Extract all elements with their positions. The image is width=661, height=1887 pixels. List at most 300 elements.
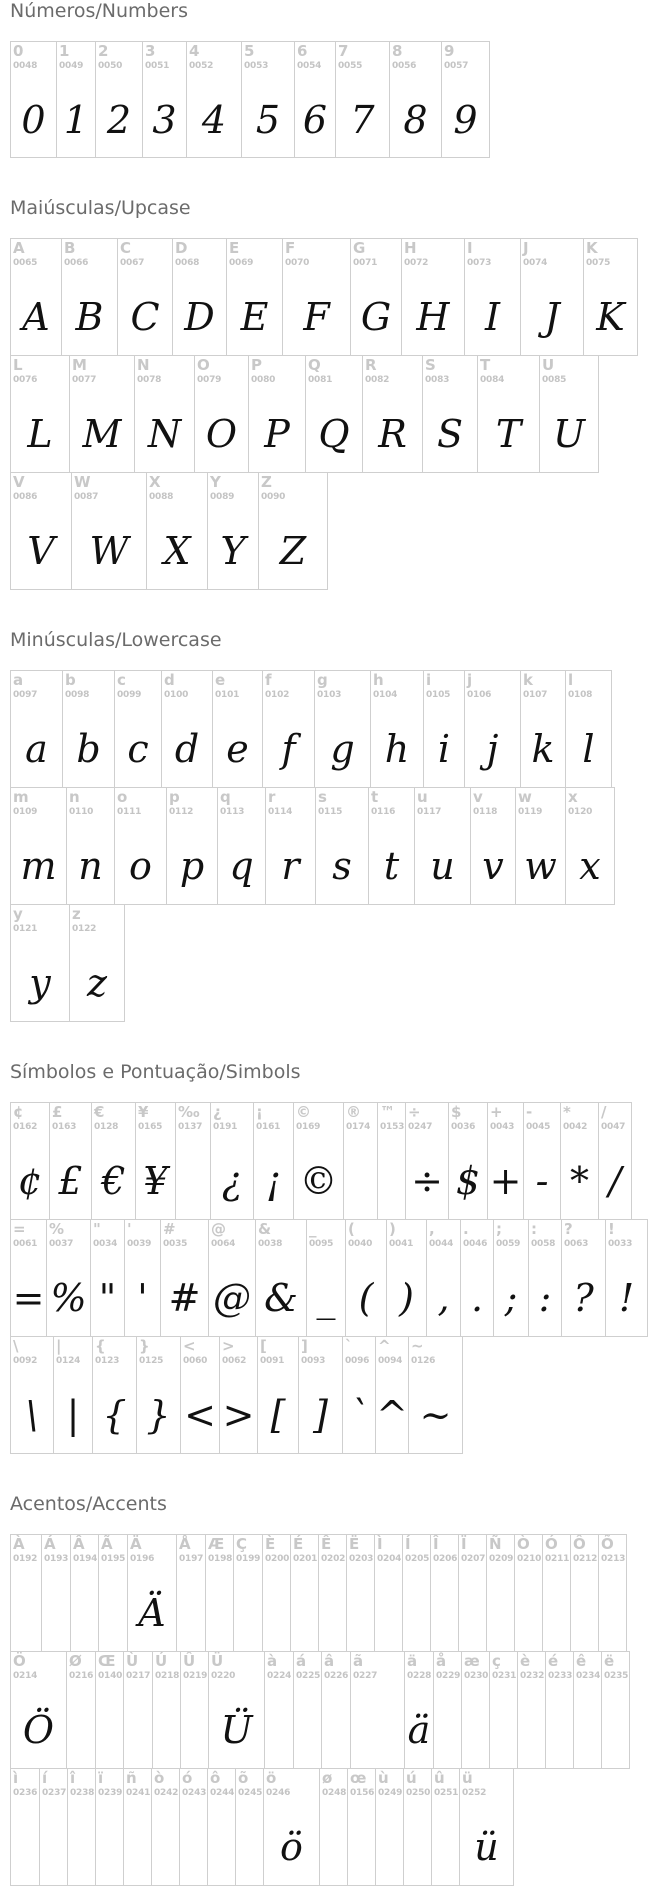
glyph-code-label: 0088	[149, 492, 174, 502]
glyph-sample	[181, 1698, 208, 1762]
glyph-code-label: 0038	[258, 1239, 283, 1249]
glyph-cell-0162	[10, 1102, 50, 1220]
glyph-row	[10, 1651, 629, 1769]
glyph-cell-0074	[520, 238, 584, 356]
glyph-character-label: .	[463, 1220, 469, 1238]
glyph-sample	[40, 1815, 67, 1879]
glyph-cell-0115	[315, 787, 369, 905]
glyph-code-label: 0072	[404, 258, 429, 268]
glyph-sample	[291, 1581, 318, 1645]
glyph-code-label: 0111	[117, 807, 142, 817]
glyph-character-label: ï	[98, 1769, 104, 1787]
glyph-character-label: æ	[464, 1652, 480, 1670]
glyph-character-label: u	[417, 788, 428, 806]
glyph-sample	[376, 1815, 403, 1879]
glyph-code-label: 0244	[210, 1788, 235, 1798]
glyph-cell-0153	[377, 1102, 406, 1220]
glyph-cell-0247	[405, 1102, 449, 1220]
glyph-character-label: U	[542, 356, 555, 374]
glyph-sample: o	[129, 844, 152, 888]
glyph-cell-0078	[134, 355, 195, 473]
glyph-code-label: 0070	[285, 258, 310, 268]
glyph-code-label: 0162	[13, 1122, 38, 1132]
glyph-row	[10, 1768, 513, 1886]
section-title-acentos-accents: Acentos/Accents	[10, 1493, 167, 1515]
glyph-character-label: ~	[411, 1337, 424, 1355]
glyph-sample	[599, 1581, 626, 1645]
glyph-sample	[96, 1698, 123, 1762]
glyph-cell-0034	[90, 1219, 125, 1337]
glyph-character-label: =	[13, 1220, 26, 1238]
glyph-character-label: y	[13, 905, 23, 923]
glyph-character-label: "	[93, 1220, 101, 1238]
glyph-sample: "	[98, 1276, 117, 1320]
glyph-sample: W	[89, 529, 129, 573]
glyph-cell-0108	[565, 670, 612, 788]
glyph-character-label: L	[13, 356, 23, 374]
glyph-character-label: Œ	[98, 1652, 116, 1670]
glyph-sample: $	[455, 1159, 481, 1203]
glyph-character-label: t	[371, 788, 379, 806]
glyph-sample: Q	[318, 412, 350, 456]
glyph-cell-0085	[539, 355, 599, 473]
glyph-code-label: 0053	[244, 61, 269, 71]
glyph-code-label: 0193	[44, 1554, 69, 1564]
glyph-code-label: 0121	[13, 924, 38, 934]
glyph-sample: ö	[280, 1825, 303, 1869]
glyph-sample: %	[50, 1276, 87, 1320]
glyph-sample	[462, 1698, 489, 1762]
glyph-sample: V	[27, 529, 55, 573]
glyph-character-label: Ë	[349, 1535, 360, 1553]
glyph-code-label: 0109	[13, 807, 38, 817]
glyph-character-label: 5	[244, 42, 255, 60]
glyph-code-label: 0213	[601, 1554, 626, 1564]
glyph-character-label: |	[56, 1337, 62, 1355]
glyph-code-label: 0251	[434, 1788, 459, 1798]
glyph-code-label: 0247	[408, 1122, 433, 1132]
glyph-sample: x	[579, 844, 601, 888]
glyph-character-label: j	[467, 671, 473, 689]
glyph-cell-0243	[179, 1768, 208, 1886]
glyph-cell-0198	[205, 1534, 234, 1652]
glyph-cell-0039	[124, 1219, 161, 1337]
glyph-code-label: 0046	[463, 1239, 488, 1249]
glyph-row	[10, 472, 327, 590]
glyph-cell-0226	[321, 1651, 351, 1769]
glyph-character-label: D	[175, 239, 188, 257]
glyph-character-label: d	[164, 671, 175, 689]
glyph-sample	[208, 1815, 235, 1879]
glyph-cell-0047	[598, 1102, 632, 1220]
glyph-code-label: 0248	[322, 1788, 347, 1798]
glyph-code-label: 0120	[568, 807, 593, 817]
glyph-sample: !	[618, 1276, 635, 1320]
glyph-character-label: )	[389, 1220, 396, 1238]
glyph-code-label: 0198	[208, 1554, 233, 1564]
glyph-character-label: e	[215, 671, 226, 689]
glyph-character-label: a	[13, 671, 24, 689]
glyph-sample: D	[184, 295, 215, 339]
glyph-cell-0203	[346, 1534, 375, 1652]
glyph-sample: L	[27, 412, 53, 456]
glyph-code-label: 0083	[425, 375, 450, 385]
glyph-sample: ¢	[17, 1159, 43, 1203]
glyph-code-label: 0100	[164, 690, 189, 700]
glyph-cell-0117	[414, 787, 471, 905]
glyph-cell-0246	[263, 1768, 320, 1886]
glyph-code-label: 0058	[531, 1239, 556, 1249]
glyph-character-label: k	[523, 671, 533, 689]
glyph-code-label: 0098	[65, 690, 90, 700]
glyph-sample: 8	[403, 97, 428, 142]
glyph-sample: y	[29, 961, 51, 1005]
glyph-code-label: 0219	[183, 1671, 208, 1681]
glyph-cell-0121	[10, 904, 70, 1022]
glyph-code-label: 0097	[13, 690, 38, 700]
glyph-row	[10, 1219, 647, 1337]
glyph-cell-0058	[528, 1219, 562, 1337]
glyph-sample: ä	[407, 1708, 431, 1752]
glyph-code-label: 0105	[426, 690, 451, 700]
glyph-sample: J	[544, 295, 560, 339]
glyph-sample	[96, 1815, 123, 1879]
glyph-code-label: 0102	[265, 690, 290, 700]
glyph-sample: |	[66, 1393, 80, 1437]
glyph-cell-0211	[542, 1534, 571, 1652]
glyph-cell-0140	[95, 1651, 124, 1769]
glyph-character-label: Æ	[208, 1535, 225, 1553]
glyph-cell-0033	[605, 1219, 648, 1337]
glyph-character-label: b	[65, 671, 76, 689]
glyph-cell-0235	[601, 1651, 630, 1769]
glyph-cell-0104	[370, 670, 424, 788]
glyph-code-label: 0103	[317, 690, 342, 700]
glyph-cell-0248	[319, 1768, 348, 1886]
glyph-code-label: 0197	[179, 1554, 204, 1564]
glyph-sample: >	[222, 1393, 255, 1437]
glyph-character-label: É	[293, 1535, 304, 1553]
glyph-sample: ü	[474, 1825, 499, 1869]
glyph-cell-0174	[343, 1102, 378, 1220]
glyph-sample: P	[264, 412, 290, 456]
glyph-cell-0119	[515, 787, 566, 905]
section-title-n-meros-numbers: Números/Numbers	[10, 0, 188, 22]
glyph-sample: u	[430, 844, 455, 888]
glyph-character-label: *	[563, 1103, 571, 1121]
glyph-sample: A	[22, 295, 50, 339]
glyph-cell-0056	[389, 41, 442, 158]
glyph-cell-0118	[470, 787, 516, 905]
glyph-character-label: ë	[604, 1652, 615, 1670]
glyph-code-label: 0110	[69, 807, 94, 817]
glyph-sample	[375, 1581, 402, 1645]
glyph-code-label: 0229	[436, 1671, 461, 1681]
glyph-code-label: 0163	[52, 1122, 77, 1132]
glyph-row	[10, 904, 124, 1022]
glyph-cell-0217	[123, 1651, 153, 1769]
glyph-character-label: ]	[301, 1337, 308, 1355]
glyph-sample: :	[538, 1276, 552, 1320]
glyph-sample: (	[358, 1276, 374, 1320]
glyph-sample: m	[20, 844, 57, 888]
glyph-character-label: Ñ	[489, 1535, 502, 1553]
glyph-sample: ÷	[411, 1159, 443, 1203]
glyph-cell-0093	[298, 1336, 343, 1454]
glyph-character-label: ,	[429, 1220, 435, 1238]
glyph-code-label: 0095	[309, 1239, 334, 1249]
glyph-character-label: ô	[210, 1769, 221, 1787]
glyph-cell-0060	[180, 1336, 220, 1454]
glyph-sample	[320, 1815, 347, 1879]
glyph-code-label: 0071	[353, 258, 378, 268]
glyph-cell-0050	[95, 41, 143, 158]
glyph-sample: #	[168, 1276, 201, 1320]
glyph-character-label: h	[373, 671, 384, 689]
glyph-sample	[344, 1149, 377, 1213]
glyph-code-label: 0239	[98, 1788, 123, 1798]
glyph-cell-0076	[10, 355, 70, 473]
glyph-cell-0207	[458, 1534, 487, 1652]
glyph-sample: f	[281, 727, 296, 771]
glyph-character-label: S	[425, 356, 436, 374]
glyph-character-label: Q	[308, 356, 321, 374]
glyph-code-label: 0203	[349, 1554, 374, 1564]
glyph-sample	[574, 1698, 601, 1762]
glyph-cell-0090	[258, 472, 328, 590]
section-title-s-mbolos-e-pontua-o-simbols: Símbolos e Pontuação/Simbols	[10, 1061, 301, 1083]
glyph-cell-0035	[160, 1219, 209, 1337]
glyph-character-label: (	[348, 1220, 355, 1238]
glyph-sample: d	[174, 727, 200, 771]
glyph-sample	[234, 1581, 262, 1645]
glyph-code-label: 0099	[117, 690, 142, 700]
glyph-sample	[518, 1698, 545, 1762]
glyph-code-label: 0073	[467, 258, 492, 268]
glyph-sample: F	[303, 295, 330, 339]
glyph-sample	[177, 1581, 205, 1645]
glyph-character-label: 6	[297, 42, 308, 60]
glyph-sample: /	[608, 1159, 622, 1203]
glyph-cell-0106	[464, 670, 521, 788]
glyph-sample	[432, 1815, 459, 1879]
glyph-cell-0055	[335, 41, 390, 158]
section-title-mai-sculas-upcase: Maiúsculas/Upcase	[10, 197, 191, 219]
glyph-code-label: 0199	[236, 1554, 261, 1564]
glyph-character-label: \	[13, 1337, 19, 1355]
glyph-sample	[434, 1698, 461, 1762]
glyph-cell-0241	[123, 1768, 152, 1886]
glyph-code-label: 0115	[318, 807, 343, 817]
glyph-code-label: 0067	[120, 258, 145, 268]
glyph-sample: ¿	[221, 1159, 243, 1203]
glyph-code-label: 0049	[59, 61, 84, 71]
glyph-sample	[11, 1581, 41, 1645]
glyph-sample: )	[399, 1276, 414, 1320]
glyph-cell-0230	[461, 1651, 490, 1769]
glyph-code-label: 0119	[518, 807, 543, 817]
glyph-character-label: ‰	[178, 1103, 200, 1121]
glyph-sample: Z	[279, 529, 307, 573]
glyph-sample: n	[78, 844, 103, 888]
glyph-code-label: 0236	[13, 1788, 38, 1798]
glyph-character-label: ¢	[13, 1103, 24, 1121]
glyph-sample	[265, 1698, 293, 1762]
glyph-code-label: 0104	[373, 690, 398, 700]
glyph-sample	[180, 1815, 207, 1879]
glyph-sample: T	[495, 412, 522, 456]
glyph-sample: S	[436, 412, 464, 456]
glyph-sample	[294, 1698, 321, 1762]
glyph-code-label: 0075	[586, 258, 611, 268]
glyph-code-label: 0200	[265, 1554, 290, 1564]
glyph-code-label: 0246	[266, 1788, 291, 1798]
glyph-row	[10, 355, 598, 473]
glyph-cell-0126	[408, 1336, 463, 1454]
glyph-sample: @	[213, 1276, 251, 1320]
glyph-cell-0059	[493, 1219, 529, 1337]
glyph-sample: e	[226, 727, 249, 771]
glyph-sample: 9	[453, 97, 478, 142]
glyph-character-label: E	[229, 239, 240, 257]
glyph-sample: q	[229, 844, 254, 888]
glyph-character-label: /	[601, 1103, 607, 1121]
glyph-sample: _	[316, 1276, 336, 1320]
glyph-character-label: !	[608, 1220, 615, 1238]
glyph-code-label: 0212	[573, 1554, 598, 1564]
glyph-cell-0092	[10, 1336, 54, 1454]
glyph-cell-0086	[10, 472, 72, 590]
glyph-code-label: 0108	[568, 690, 593, 700]
glyph-cell-0109	[10, 787, 67, 905]
glyph-cell-0137	[175, 1102, 211, 1220]
glyph-sample: *	[570, 1159, 589, 1203]
glyph-character-label: Õ	[601, 1535, 614, 1553]
glyph-character-label: +	[490, 1103, 503, 1121]
glyph-character-label: <	[183, 1337, 196, 1355]
glyph-cell-0242	[151, 1768, 180, 1886]
glyph-code-label: 0153	[380, 1122, 405, 1132]
glyph-character-label: I	[467, 239, 473, 257]
glyph-cell-0080	[248, 355, 306, 473]
glyph-character-label: ™	[380, 1103, 395, 1121]
glyph-character-label: í	[42, 1769, 48, 1787]
glyph-character-label: 2	[98, 42, 109, 60]
glyph-character-label: W	[74, 473, 91, 491]
glyph-code-label: 0090	[261, 492, 286, 502]
glyph-code-label: 0124	[56, 1356, 81, 1366]
glyph-code-label: 0050	[98, 61, 123, 71]
glyph-cell-0052	[186, 41, 242, 158]
glyph-cell-0216	[66, 1651, 96, 1769]
glyph-cell-0193	[41, 1534, 71, 1652]
glyph-sample: -	[535, 1159, 549, 1203]
glyph-cell-0232	[517, 1651, 546, 1769]
glyph-code-label: 0126	[411, 1356, 436, 1366]
glyph-code-label: 0057	[444, 61, 469, 71]
glyph-sample	[546, 1698, 573, 1762]
glyph-character-label: [	[260, 1337, 267, 1355]
glyph-sample: C	[130, 295, 160, 339]
glyph-code-label: 0068	[175, 258, 200, 268]
glyph-code-label: 0161	[256, 1122, 281, 1132]
glyph-code-label: 0092	[13, 1356, 38, 1366]
glyph-character-label: $	[451, 1103, 462, 1121]
glyph-code-label: 0035	[163, 1239, 188, 1249]
glyph-cell-0096	[342, 1336, 376, 1454]
glyph-character-label: #	[163, 1220, 176, 1238]
glyph-sample	[347, 1581, 374, 1645]
glyph-code-label: 0034	[93, 1239, 118, 1249]
glyph-cell-0091	[257, 1336, 299, 1454]
glyph-sample	[515, 1581, 542, 1645]
glyph-code-label: 0226	[324, 1671, 349, 1681]
glyph-sample: c	[127, 727, 149, 771]
glyph-cell-0068	[172, 238, 227, 356]
glyph-code-label: 0211	[545, 1554, 570, 1564]
glyph-cell-0128	[91, 1102, 136, 1220]
glyph-character-label: :	[531, 1220, 537, 1238]
glyph-sample	[206, 1581, 233, 1645]
glyph-character-label: ®	[346, 1103, 361, 1121]
glyph-code-label: 0195	[101, 1554, 126, 1564]
glyph-character-label: p	[169, 788, 180, 806]
glyph-character-label: P	[251, 356, 262, 374]
glyph-cell-0082	[362, 355, 423, 473]
glyph-character-label: ÷	[408, 1103, 421, 1121]
glyph-character-label: _	[309, 1220, 317, 1238]
glyph-character-label: Í	[405, 1535, 411, 1553]
glyph-character-label: Ô	[573, 1535, 586, 1553]
glyph-cell-0077	[69, 355, 135, 473]
glyph-code-label: 0076	[13, 375, 38, 385]
glyph-sample: w	[524, 844, 557, 888]
glyph-character-label: œ	[350, 1769, 367, 1787]
glyph-code-label: 0217	[126, 1671, 151, 1681]
glyph-sample	[263, 1581, 290, 1645]
glyph-cell-0205	[402, 1534, 431, 1652]
glyph-code-label: 0112	[169, 807, 194, 817]
glyph-code-label: 0085	[542, 375, 567, 385]
glyph-character-label: T	[480, 356, 491, 374]
glyph-sample: 5	[255, 97, 281, 142]
glyph-code-label: 0044	[429, 1239, 454, 1249]
glyph-sample: E	[240, 295, 269, 339]
glyph-row	[10, 1336, 462, 1454]
glyph-code-label: 0122	[72, 924, 97, 934]
glyph-code-label: 0156	[350, 1788, 375, 1798]
glyph-character-label: ü	[462, 1769, 473, 1787]
glyph-code-label: 0218	[155, 1671, 180, 1681]
glyph-cell-0169	[293, 1102, 344, 1220]
glyph-cell-0116	[368, 787, 415, 905]
glyph-cell-0206	[430, 1534, 459, 1652]
glyph-cell-0201	[290, 1534, 319, 1652]
glyph-character-label: C	[120, 239, 132, 257]
glyph-code-label: 0201	[293, 1554, 318, 1564]
glyph-code-label: 0234	[576, 1671, 601, 1681]
glyph-character-label: @	[211, 1220, 226, 1238]
glyph-sample: 4	[201, 97, 227, 142]
glyph-character-label: N	[137, 356, 150, 374]
glyph-sample: Ö	[22, 1708, 55, 1752]
glyph-character-label: 0	[13, 42, 24, 60]
glyph-code-label: 0039	[127, 1239, 152, 1249]
glyph-character-label: 7	[338, 42, 349, 60]
glyph-sample: s	[332, 844, 352, 888]
glyph-code-label: 0228	[407, 1671, 432, 1681]
glyph-code-label: 0041	[389, 1239, 414, 1249]
